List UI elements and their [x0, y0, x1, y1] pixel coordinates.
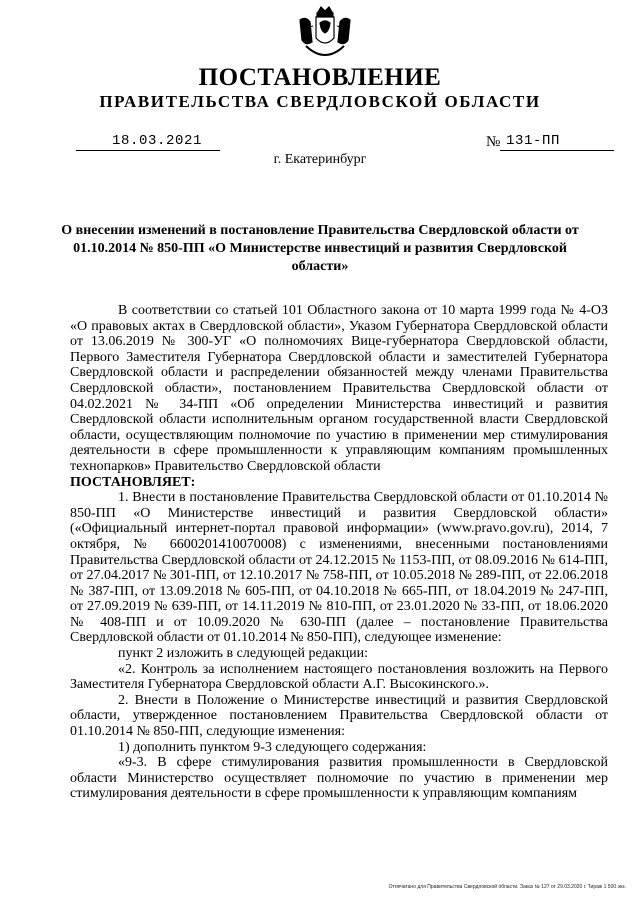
item-2-quote: «9-3. В сфере стимулирования развития промышленности в Свердловской области Министерство осуществляет полномочие по участию в применении мер стимулирования деятельности в сфере промышленности к управляющим компаниям: [70, 755, 608, 802]
item-2-paragraph: 2. Внести в Положение о Министерстве инвестиций и развития Свердловской области, утвержденное постановлением Правительства Свердловской области от 01.10.2014 № 850-ПП, следующие изменения:: [70, 692, 608, 740]
issuing-body-title: ПРАВИТЕЛЬСТВА СВЕРДЛОВСКОЙ ОБЛАСТИ: [99, 92, 541, 111]
document-body: [70, 303, 608, 802]
item-1-subparagraph: пункт 2 изложить в следующей редакции:: [118, 646, 368, 662]
item-1-quote: «2. Контроль за исполнением настоящего постановления возложить на Первого Заместителя Губернатора Свердловской области А.Г. Высокинского.».: [70, 661, 608, 693]
item-2-subparagraph: 1) дополнить пунктом 9-3 следующего содержания:: [118, 739, 427, 755]
date-underline: [76, 150, 220, 151]
document-heading: О внесении изменений в постановление Правительства Свердловской области от 01.10.2014 № 850-ПП «О Министерстве инвестиций и развития Свердловской области»: [61, 223, 579, 274]
number-sign: №: [486, 134, 501, 150]
item-1-paragraph: 1. Внести в постановление Правительства Свердловской области от 01.10.2014 № 850-ПП «О Министерстве инвестиций и развития Свердловской области» («Официальный интернет-портал правовой информации» (www.pravo.gov.ru), 2014, 7 октября, № 6600201410070008) с изменениями, внесенными постановлениями Правительства Свердловской области от 24.12.2015 № 1153-ПП, от 08.09.2016 № 614-ПП, от 27.04.2017 № 301-ПП, от 12.10.2017 № 758-ПП, от 10.05.2018 № 289-ПП, от 22.06.2018 № 387-ПП, от 13.09.2018 № 605-ПП, от 04.10.2018 № 665-ПП, от 18.04.2019 № 247-ПП, от 27.09.2019 № 639-ПП, от 14.11.2019 № 810-ПП, от 23.01.2020 № 33-ПП, от 18.06.2020 № 408-ПП и от 10.09.2020 № 630-ПП (далее – постановление Правительства Свердловской области от 01.10.2014 № 850-ПП), следующее изменение:: [70, 490, 608, 646]
preamble-paragraph: В соответствии со статьей 101 Областного закона от 10 марта 1999 года № 4-ОЗ «О правовых актах в Свердловской области», Указом Губернатора Свердловской области от 13.06.2019 № 300-УГ «О полномочиях Вице-губернатора Свердловской области, Первого Заместителя Губернатора Свердловской области и заместителей Губернатора Свердловской области и распределении обязанностей между членами Правительства Свердловской области», постановлением Правительства Свердловской области от 04.02.2021 № 34-ПП «Об определении Министерства инвестиций и развития Свердловской области исполнительным органом государственной власти Свердловской области, осуществляющим полномочие по участию в применении мер стимулирования деятельности в сфере промышленности к управляющим компаниям промышленных технопарков» Правительство Свердловской области: [70, 303, 608, 474]
decree-word: ПОСТАНОВЛЯЕТ:: [70, 474, 196, 490]
print-footer: Отпечатано для Правительства Свердловской области. Заказ № 127 от 29.03.2020 г. Тираж 1 500 экз.: [388, 884, 626, 890]
document-type-title: ПОСТАНОВЛЕНИЕ: [198, 64, 442, 91]
number-underline: [500, 150, 614, 151]
document-date: 18.03.2021: [112, 133, 203, 149]
coat-of-arms-icon: [296, 6, 354, 62]
city-line: г. Екатеринбург: [273, 152, 367, 167]
document-number: 131-ПП: [506, 133, 561, 149]
